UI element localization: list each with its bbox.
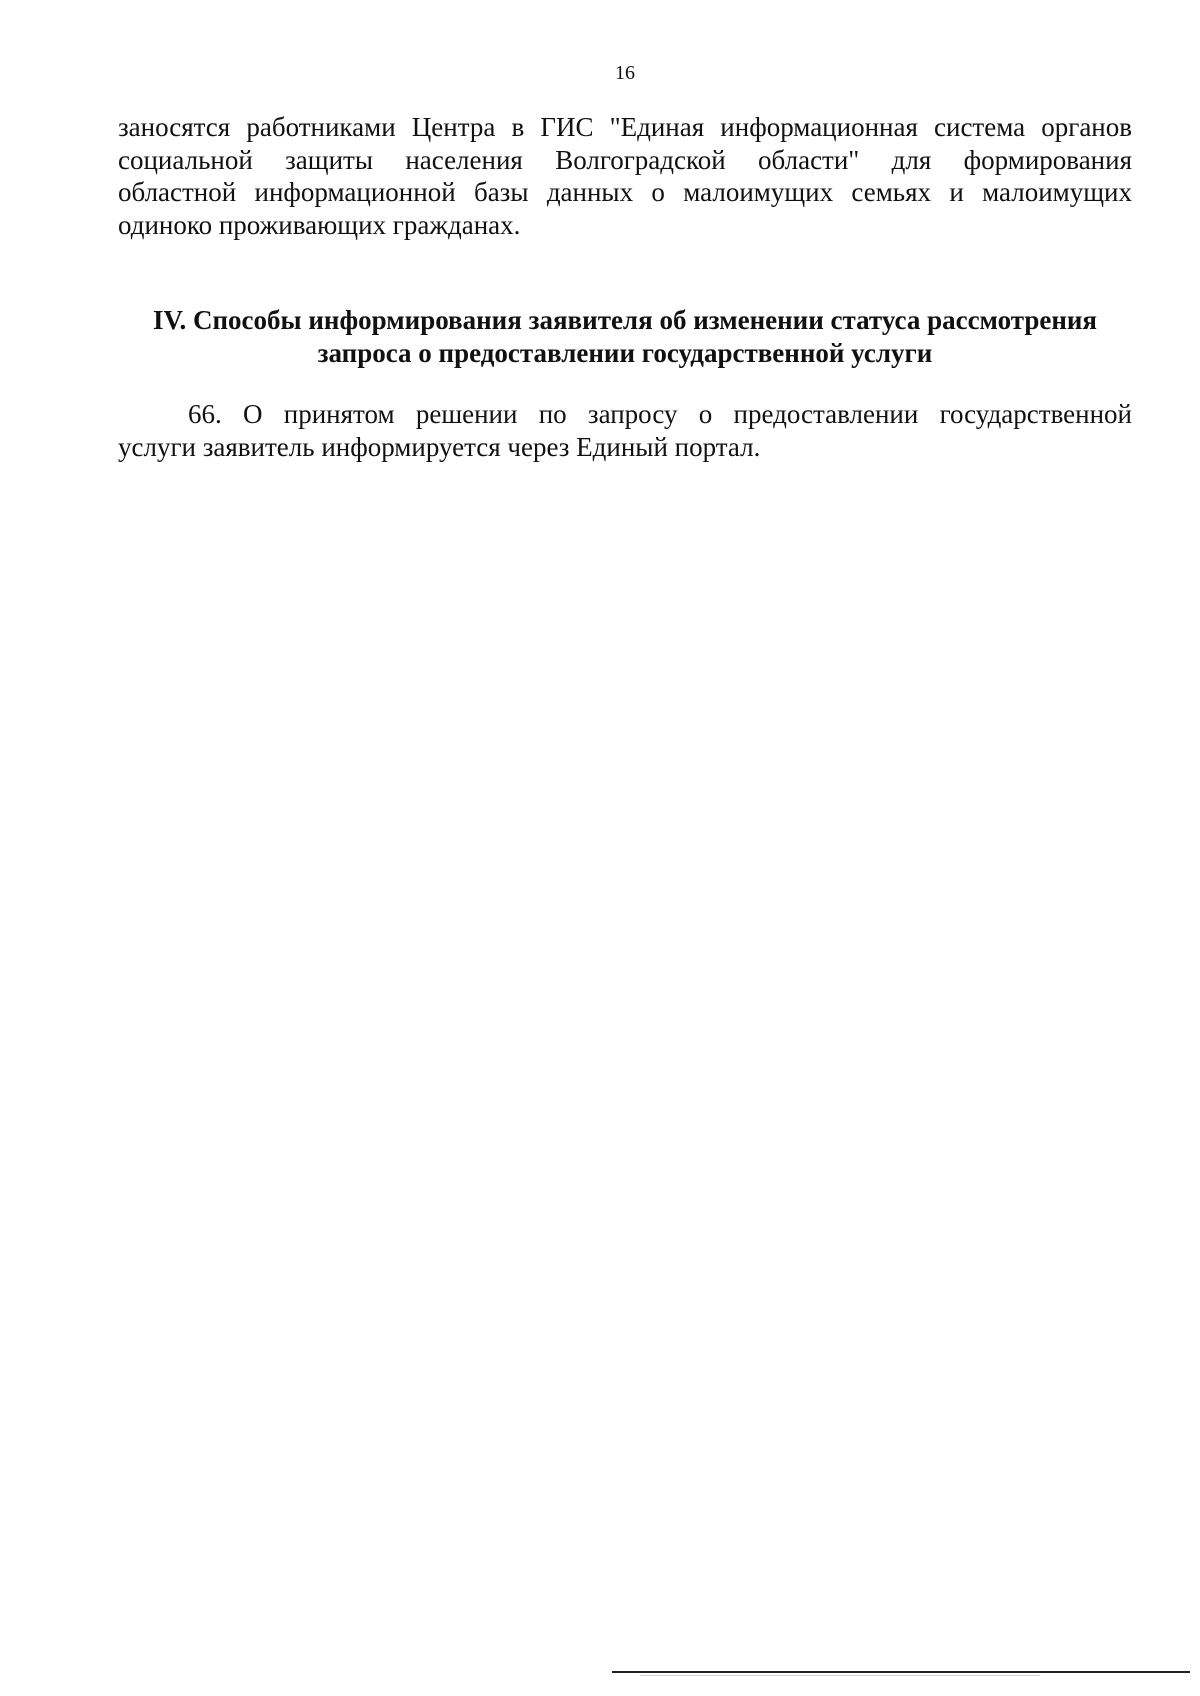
paragraph-line: заносятся работниками Центра в ГИС "Единая информационная система органов	[118, 112, 1132, 142]
paragraph-continuation	[118, 111, 1132, 241]
paragraph-line: социальной защиты населения Волгоградской области" для формирования	[118, 144, 1132, 175]
paragraph-line: 66. О принятом решении по запросу о предоставлении государственной	[188, 399, 1132, 429]
footer-rule-shadow	[640, 1675, 1040, 1676]
paragraph-line: одиноко проживающих гражданах.	[118, 209, 521, 240]
section-heading-line: IV. Способы информирования заявителя об изменении статуса рассмотрения	[152, 305, 1098, 335]
section-heading-line: запроса о предоставлении государственной услуги	[317, 337, 933, 368]
footer-rule	[612, 1671, 1190, 1673]
paragraph-66	[118, 398, 1132, 463]
page-number: 16	[615, 62, 635, 84]
section-heading	[118, 304, 1132, 369]
paragraph-line: областной информационной базы данных о малоимущих семьях и малоимущих	[118, 177, 1132, 207]
paragraph-line: услуги заявитель информируется через Единый портал.	[118, 431, 761, 462]
